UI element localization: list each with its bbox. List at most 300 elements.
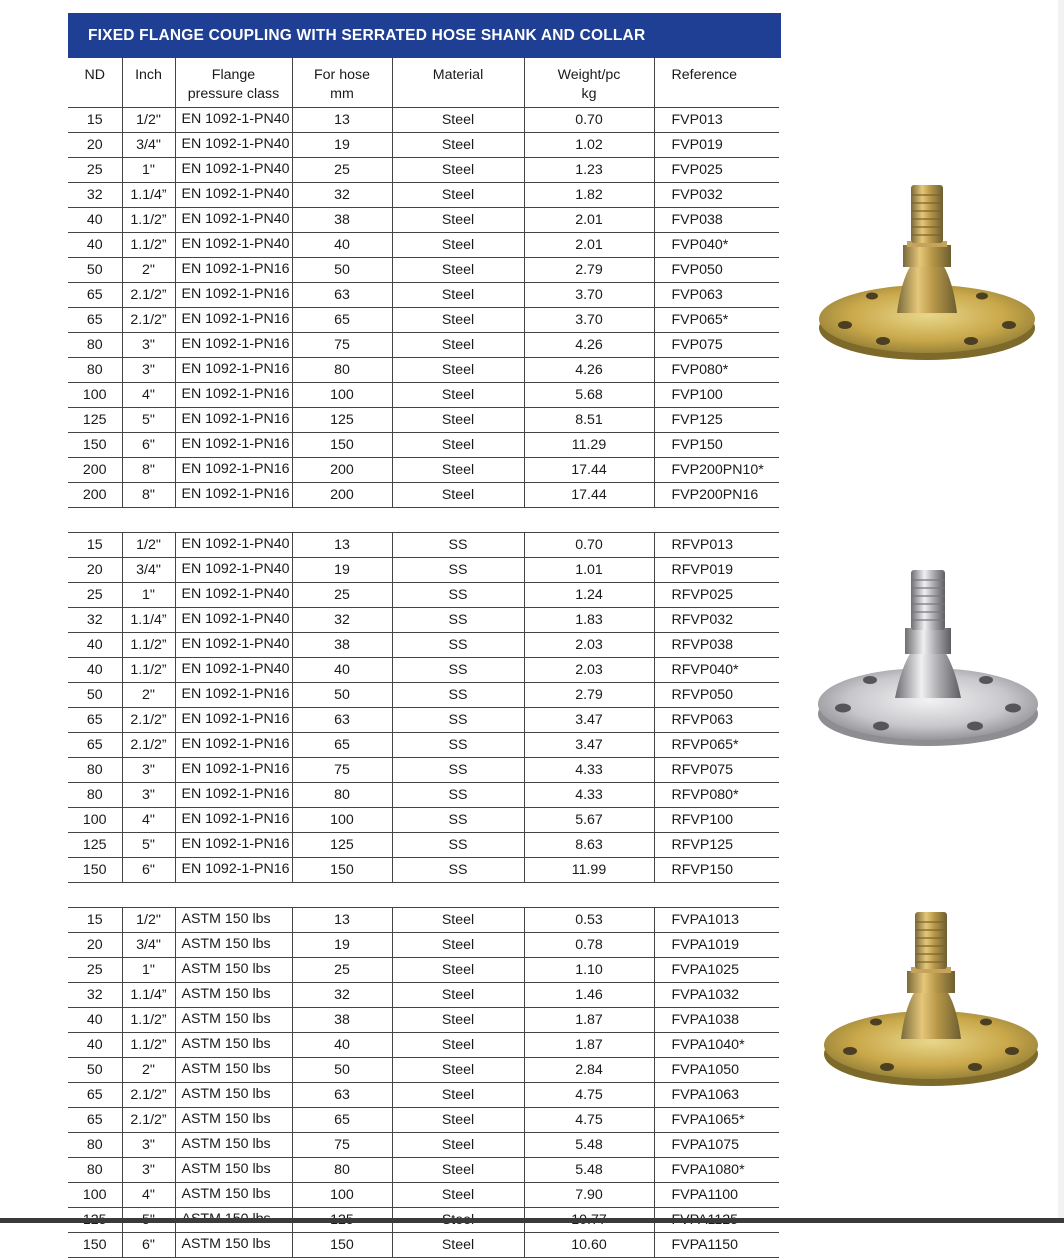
cell-weight: 1.87	[524, 1032, 654, 1057]
cell-reference: FVP019	[654, 132, 779, 157]
cell-hose: 38	[292, 207, 392, 232]
table-row	[68, 807, 779, 832]
cell-flange: ASTM 150 lbs	[175, 1082, 292, 1107]
cell-flange: ASTM 150 lbs	[175, 1232, 292, 1257]
cell-material: SS	[392, 632, 524, 657]
cell-hose: 100	[292, 382, 392, 407]
cell-nd: 80	[68, 332, 122, 357]
cell-flange: ASTM 150 lbs	[175, 1157, 292, 1182]
cell-reference: FVP100	[654, 382, 779, 407]
cell-flange: EN 1092-1-PN40	[175, 632, 292, 657]
cell-nd: 40	[68, 632, 122, 657]
cell-material: SS	[392, 557, 524, 582]
cell-nd: 80	[68, 1132, 122, 1157]
cell-material: Steel	[392, 1182, 524, 1207]
cell-reference: FVP063	[654, 282, 779, 307]
cell-hose: 75	[292, 1132, 392, 1157]
cell-hose: 38	[292, 1007, 392, 1032]
cell-flange: EN 1092-1-PN40	[175, 157, 292, 182]
cell-weight: 2.79	[524, 682, 654, 707]
cell-hose: 63	[292, 282, 392, 307]
section-spacer	[68, 507, 779, 532]
table-row	[68, 307, 779, 332]
cell-material: Steel	[392, 1032, 524, 1057]
table-row	[68, 107, 779, 132]
cell-inch: 6"	[122, 432, 175, 457]
cell-weight: 3.70	[524, 282, 654, 307]
cell-reference: FVPA1050	[654, 1057, 779, 1082]
cell-nd: 15	[68, 107, 122, 132]
cell-flange: ASTM 150 lbs	[175, 1032, 292, 1057]
cell-inch: 4"	[122, 382, 175, 407]
cell-material: SS	[392, 732, 524, 757]
table-row	[68, 657, 779, 682]
cell-nd: 125	[68, 832, 122, 857]
cell-flange: EN 1092-1-PN16	[175, 707, 292, 732]
cell-flange: EN 1092-1-PN16	[175, 382, 292, 407]
cell-nd: 80	[68, 757, 122, 782]
cell-hose: 125	[292, 407, 392, 432]
cell-inch: 2"	[122, 257, 175, 282]
cell-hose: 32	[292, 182, 392, 207]
cell-weight: 0.78	[524, 932, 654, 957]
cell-material: SS	[392, 707, 524, 732]
cell-reference: RFVP040*	[654, 657, 779, 682]
table-row	[68, 532, 779, 557]
cell-material: SS	[392, 782, 524, 807]
cell-nd: 65	[68, 307, 122, 332]
cell-weight: 2.03	[524, 632, 654, 657]
cell-material: Steel	[392, 982, 524, 1007]
cell-material: Steel	[392, 307, 524, 332]
cell-material: Steel	[392, 282, 524, 307]
table-row	[68, 407, 779, 432]
cell-hose: 200	[292, 457, 392, 482]
cell-reference: FVPA1100	[654, 1182, 779, 1207]
cell-flange: EN 1092-1-PN16	[175, 257, 292, 282]
cell-inch: 4"	[122, 1182, 175, 1207]
cell-weight: 0.70	[524, 532, 654, 557]
cell-weight: 4.26	[524, 357, 654, 382]
cell-weight: 5.48	[524, 1157, 654, 1182]
cell-weight: 7.90	[524, 1182, 654, 1207]
cell-weight: 5.48	[524, 1132, 654, 1157]
cell-weight: 17.44	[524, 457, 654, 482]
cell-reference: RFVP100	[654, 807, 779, 832]
cell-flange: EN 1092-1-PN16	[175, 782, 292, 807]
table-row	[68, 382, 779, 407]
cell-hose: 40	[292, 232, 392, 257]
table-row	[68, 907, 779, 932]
cell-nd: 65	[68, 1082, 122, 1107]
cell-nd: 50	[68, 1057, 122, 1082]
cell-reference: FVPA1025	[654, 957, 779, 982]
cell-weight: 4.75	[524, 1082, 654, 1107]
cell-nd: 80	[68, 357, 122, 382]
cell-nd: 25	[68, 957, 122, 982]
cell-weight: 11.29	[524, 432, 654, 457]
cell-material: SS	[392, 857, 524, 882]
cell-reference: RFVP019	[654, 557, 779, 582]
cell-weight: 1.83	[524, 607, 654, 632]
cell-material: Steel	[392, 1057, 524, 1082]
table-row	[68, 207, 779, 232]
cell-hose: 13	[292, 907, 392, 932]
cell-hose: 25	[292, 957, 392, 982]
cell-inch: 1.1/2”	[122, 657, 175, 682]
cell-reference: FVP200PN16	[654, 482, 779, 507]
cell-flange: EN 1092-1-PN40	[175, 232, 292, 257]
cell-inch: 2"	[122, 682, 175, 707]
cell-weight: 0.70	[524, 107, 654, 132]
cell-weight: 1.23	[524, 157, 654, 182]
table-row	[68, 482, 779, 507]
cell-nd: 25	[68, 582, 122, 607]
cell-flange: ASTM 150 lbs	[175, 1132, 292, 1157]
cell-reference: RFVP080*	[654, 782, 779, 807]
cell-weight: 4.26	[524, 332, 654, 357]
cell-reference: RFVP075	[654, 757, 779, 782]
cell-inch: 1/2"	[122, 907, 175, 932]
cell-hose: 38	[292, 632, 392, 657]
table-row	[68, 1107, 779, 1132]
cell-nd: 50	[68, 257, 122, 282]
cell-reference: RFVP150	[654, 857, 779, 882]
cell-reference: FVPA1038	[654, 1007, 779, 1032]
cell-inch: 1"	[122, 157, 175, 182]
cell-flange: EN 1092-1-PN40	[175, 532, 292, 557]
cell-nd: 15	[68, 907, 122, 932]
table-row	[68, 607, 779, 632]
cell-nd: 100	[68, 807, 122, 832]
cell-flange: EN 1092-1-PN40	[175, 107, 292, 132]
cell-hose: 50	[292, 257, 392, 282]
cell-weight: 3.47	[524, 707, 654, 732]
table-row	[68, 232, 779, 257]
cell-reference: FVP075	[654, 332, 779, 357]
cell-weight: 1.10	[524, 957, 654, 982]
cell-hose: 32	[292, 982, 392, 1007]
cell-hose: 32	[292, 607, 392, 632]
cell-reference: FVP050	[654, 257, 779, 282]
table-row	[68, 732, 779, 757]
cell-flange: EN 1092-1-PN16	[175, 482, 292, 507]
cell-reference: FVP025	[654, 157, 779, 182]
cell-flange: EN 1092-1-PN16	[175, 457, 292, 482]
cell-nd: 200	[68, 482, 122, 507]
cell-hose: 75	[292, 757, 392, 782]
cell-nd: 15	[68, 532, 122, 557]
cell-hose: 25	[292, 157, 392, 182]
cell-hose: 19	[292, 557, 392, 582]
cell-inch: 1.1/2”	[122, 1007, 175, 1032]
cell-hose: 13	[292, 532, 392, 557]
cell-flange: EN 1092-1-PN16	[175, 282, 292, 307]
cell-weight: 1.46	[524, 982, 654, 1007]
cell-inch: 2.1/2”	[122, 707, 175, 732]
cell-weight: 1.87	[524, 1007, 654, 1032]
cell-flange: EN 1092-1-PN16	[175, 357, 292, 382]
table-row	[68, 257, 779, 282]
cell-inch: 3/4"	[122, 932, 175, 957]
cell-reference: RFVP013	[654, 532, 779, 557]
header-nd: ND	[68, 58, 122, 107]
cell-hose: 80	[292, 782, 392, 807]
cell-weight: 0.53	[524, 907, 654, 932]
table-row	[68, 1132, 779, 1157]
cell-nd: 200	[68, 457, 122, 482]
cell-inch: 2.1/2”	[122, 732, 175, 757]
cell-material: Steel	[392, 457, 524, 482]
cell-nd: 80	[68, 1157, 122, 1182]
cell-inch: 1/2"	[122, 532, 175, 557]
cell-material: SS	[392, 832, 524, 857]
cell-material: SS	[392, 757, 524, 782]
cell-nd: 40	[68, 232, 122, 257]
table-row	[68, 957, 779, 982]
cell-material: Steel	[392, 432, 524, 457]
section-spacer	[68, 882, 779, 907]
cell-hose: 63	[292, 707, 392, 732]
cell-inch: 3"	[122, 1132, 175, 1157]
cell-material: Steel	[392, 132, 524, 157]
cell-flange: EN 1092-1-PN40	[175, 607, 292, 632]
table-row	[68, 857, 779, 882]
cell-reference: RFVP038	[654, 632, 779, 657]
cell-reference: FVPA1032	[654, 982, 779, 1007]
cell-flange: EN 1092-1-PN16	[175, 407, 292, 432]
cell-weight: 2.01	[524, 232, 654, 257]
cell-nd: 32	[68, 182, 122, 207]
table-row	[68, 182, 779, 207]
cell-reference: FVPA1065*	[654, 1107, 779, 1132]
cell-weight: 17.44	[524, 482, 654, 507]
cell-inch: 3"	[122, 757, 175, 782]
table-row	[68, 632, 779, 657]
cell-reference: RFVP050	[654, 682, 779, 707]
cell-flange: EN 1092-1-PN16	[175, 857, 292, 882]
cell-reference: RFVP025	[654, 582, 779, 607]
cell-inch: 3"	[122, 782, 175, 807]
cell-flange: EN 1092-1-PN16	[175, 832, 292, 857]
header-row	[68, 58, 779, 107]
cell-reference: FVPA1075	[654, 1132, 779, 1157]
cell-material: SS	[392, 607, 524, 632]
cell-inch: 1"	[122, 582, 175, 607]
cell-nd: 20	[68, 132, 122, 157]
cell-nd: 100	[68, 382, 122, 407]
cell-inch: 3/4"	[122, 557, 175, 582]
cell-material: Steel	[392, 1132, 524, 1157]
cell-nd: 40	[68, 657, 122, 682]
table-row	[68, 932, 779, 957]
spec-table	[68, 58, 779, 1258]
cell-reference: FVPA1019	[654, 932, 779, 957]
cell-inch: 1"	[122, 957, 175, 982]
cell-inch: 6"	[122, 857, 175, 882]
cell-reference: FVP125	[654, 407, 779, 432]
cell-material: Steel	[392, 932, 524, 957]
cell-material: SS	[392, 807, 524, 832]
table-row	[68, 582, 779, 607]
cell-inch: 1.1/2”	[122, 1032, 175, 1057]
cell-flange: EN 1092-1-PN40	[175, 582, 292, 607]
cell-inch: 2.1/2”	[122, 1107, 175, 1132]
cell-hose: 13	[292, 107, 392, 132]
cell-nd: 150	[68, 857, 122, 882]
cell-nd: 65	[68, 707, 122, 732]
cell-material: Steel	[392, 382, 524, 407]
cell-reference: FVP040*	[654, 232, 779, 257]
cell-nd: 100	[68, 1182, 122, 1207]
cell-reference: FVPA1063	[654, 1082, 779, 1107]
cell-reference: FVP200PN10*	[654, 457, 779, 482]
cell-material: Steel	[392, 207, 524, 232]
cell-weight: 8.63	[524, 832, 654, 857]
cell-hose: 200	[292, 482, 392, 507]
cell-nd: 25	[68, 157, 122, 182]
cell-weight: 5.68	[524, 382, 654, 407]
cell-hose: 150	[292, 857, 392, 882]
cell-weight: 2.84	[524, 1057, 654, 1082]
cell-reference: RFVP065*	[654, 732, 779, 757]
cell-material: SS	[392, 657, 524, 682]
cell-material: Steel	[392, 332, 524, 357]
cell-weight: 4.75	[524, 1107, 654, 1132]
cell-material: Steel	[392, 1107, 524, 1132]
header-inch: Inch	[122, 58, 175, 107]
cell-weight: 2.01	[524, 207, 654, 232]
cell-material: Steel	[392, 1007, 524, 1032]
cell-inch: 5"	[122, 832, 175, 857]
cell-hose: 19	[292, 932, 392, 957]
cell-weight: 1.24	[524, 582, 654, 607]
cell-material: Steel	[392, 1157, 524, 1182]
cell-hose: 65	[292, 307, 392, 332]
table-row	[68, 1082, 779, 1107]
cell-flange: EN 1092-1-PN40	[175, 182, 292, 207]
table-row	[68, 332, 779, 357]
astm-flange-coupling-icon	[820, 910, 1042, 1092]
cell-hose: 100	[292, 1182, 392, 1207]
cell-nd: 40	[68, 1032, 122, 1057]
cell-inch: 1.1/4”	[122, 182, 175, 207]
header-flange: Flange pressure class	[175, 58, 292, 107]
cell-flange: EN 1092-1-PN16	[175, 332, 292, 357]
table-row	[68, 1182, 779, 1207]
table-row	[68, 557, 779, 582]
header-weight: Weight/pc kg	[524, 58, 654, 107]
cell-inch: 1.1/4”	[122, 607, 175, 632]
cell-material: Steel	[392, 257, 524, 282]
table-row	[68, 682, 779, 707]
cell-inch: 8"	[122, 482, 175, 507]
cell-flange: EN 1092-1-PN16	[175, 807, 292, 832]
table-row	[68, 707, 779, 732]
table-row	[68, 832, 779, 857]
cell-flange: EN 1092-1-PN16	[175, 307, 292, 332]
cell-reference: FVP038	[654, 207, 779, 232]
table-row	[68, 1157, 779, 1182]
cell-reference: FVPA1150	[654, 1232, 779, 1257]
cell-flange: ASTM 150 lbs	[175, 1107, 292, 1132]
cell-nd: 125	[68, 407, 122, 432]
cell-weight: 10.60	[524, 1232, 654, 1257]
cell-reference: FVP065*	[654, 307, 779, 332]
cell-material: Steel	[392, 1232, 524, 1257]
table-row	[68, 1032, 779, 1057]
cell-flange: EN 1092-1-PN16	[175, 432, 292, 457]
cell-flange: EN 1092-1-PN40	[175, 207, 292, 232]
table-row	[68, 157, 779, 182]
cell-hose: 65	[292, 732, 392, 757]
cell-hose: 150	[292, 1232, 392, 1257]
cell-hose: 80	[292, 1157, 392, 1182]
bottom-strip	[0, 1218, 1064, 1223]
table-row	[68, 457, 779, 482]
cell-flange: ASTM 150 lbs	[175, 1007, 292, 1032]
cell-inch: 3"	[122, 332, 175, 357]
cell-hose: 50	[292, 1057, 392, 1082]
cell-nd: 65	[68, 1107, 122, 1132]
table-row	[68, 1232, 779, 1257]
cell-flange: ASTM 150 lbs	[175, 1182, 292, 1207]
cell-material: Steel	[392, 407, 524, 432]
cell-weight: 5.67	[524, 807, 654, 832]
cell-hose: 80	[292, 357, 392, 382]
table-row	[68, 757, 779, 782]
cell-nd: 150	[68, 432, 122, 457]
cell-inch: 4"	[122, 807, 175, 832]
cell-flange: EN 1092-1-PN40	[175, 657, 292, 682]
cell-reference: FVPA1040*	[654, 1032, 779, 1057]
cell-inch: 3/4"	[122, 132, 175, 157]
cell-reference: FVP080*	[654, 357, 779, 382]
cell-reference: FVP150	[654, 432, 779, 457]
cell-hose: 100	[292, 807, 392, 832]
cell-inch: 2.1/2”	[122, 282, 175, 307]
table-row	[68, 357, 779, 382]
cell-reference: FVP032	[654, 182, 779, 207]
cell-hose: 50	[292, 682, 392, 707]
cell-flange: EN 1092-1-PN40	[175, 132, 292, 157]
cell-flange: ASTM 150 lbs	[175, 907, 292, 932]
table-row	[68, 982, 779, 1007]
cell-inch: 1.1/4”	[122, 982, 175, 1007]
cell-hose: 40	[292, 1032, 392, 1057]
cell-reference: RFVP125	[654, 832, 779, 857]
steel-flange-coupling-icon	[815, 183, 1039, 367]
cell-inch: 1.1/2”	[122, 232, 175, 257]
table-row	[68, 132, 779, 157]
cell-reference: FVPA1080*	[654, 1157, 779, 1182]
cell-weight: 1.01	[524, 557, 654, 582]
cell-flange: ASTM 150 lbs	[175, 982, 292, 1007]
cell-inch: 3"	[122, 357, 175, 382]
table-row	[68, 1007, 779, 1032]
cell-nd: 20	[68, 557, 122, 582]
cell-inch: 3"	[122, 1157, 175, 1182]
cell-material: Steel	[392, 957, 524, 982]
cell-flange: ASTM 150 lbs	[175, 1057, 292, 1082]
table-body	[68, 107, 779, 1257]
stainless-flange-coupling-icon	[815, 568, 1041, 754]
cell-hose: 65	[292, 1107, 392, 1132]
cell-reference: FVPA1013	[654, 907, 779, 932]
cell-reference: RFVP063	[654, 707, 779, 732]
cell-weight: 4.33	[524, 782, 654, 807]
cell-weight: 11.99	[524, 857, 654, 882]
